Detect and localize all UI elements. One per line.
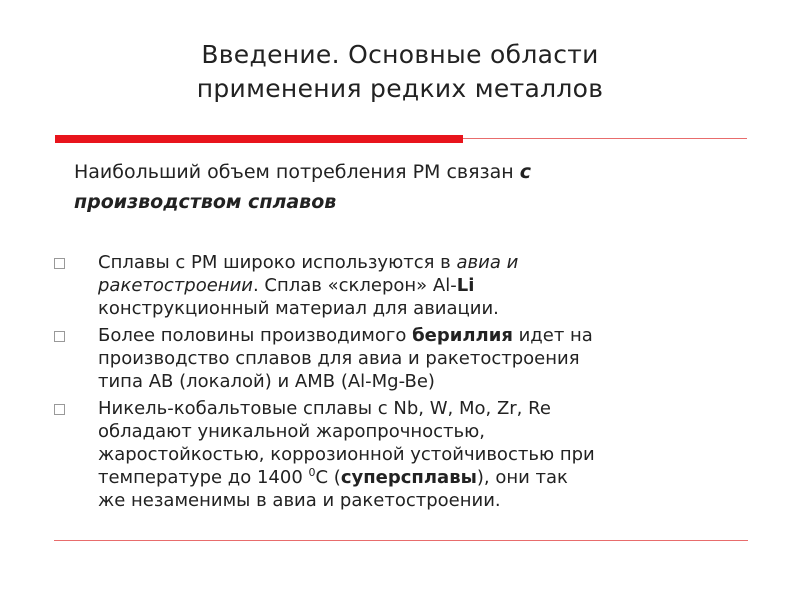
lead-statement (74, 157, 754, 217)
footer-divider (54, 540, 748, 541)
bullet-3-line-1: Никель-кобальтовые сплавы с Nb, W, Mo, Zr, Re (98, 398, 551, 419)
title-divider-thin (463, 138, 747, 139)
bullet-1-line-1 (98, 251, 768, 274)
lead-line-1-text: Наибольший объем потребления РМ связан (74, 161, 520, 183)
bullet-3-text-b: С ( (315, 467, 341, 488)
bullet-3-line-5: же незаменимы в авиа и ракетостроении. (98, 490, 501, 511)
bullet-2-text-b: идет на (512, 325, 593, 346)
lead-line-2-emphasis: производством сплавов (74, 191, 337, 213)
bullet-2-line-3: типа АВ (локалой) и АМВ (Al-Mg-Be) (98, 371, 435, 392)
bullet-item-alloys (48, 251, 768, 320)
square-bullet-icon (54, 258, 65, 269)
bullet-2-bold-beryllium: бериллия (412, 325, 513, 346)
slide-title (80, 38, 720, 106)
bullet-list (48, 251, 768, 516)
bullet-item-beryllium (48, 324, 768, 393)
bullet-1-italic-b: ракетостроении (98, 275, 253, 296)
bullet-3-text-a: температуре до 1400 (98, 467, 309, 488)
bullet-3-line-4 (98, 466, 768, 489)
bullet-3-degree-sup: 0 (308, 466, 316, 479)
square-bullet-icon (54, 331, 65, 342)
bullet-1-text-b: . Сплав «склерон» Al- (252, 275, 457, 296)
bullet-2-text-a: Более половины производимого (98, 325, 413, 346)
bullet-2-line-1 (98, 324, 768, 347)
lead-line-1-emphasis: с (519, 161, 532, 183)
bullet-item-superalloys (48, 397, 768, 512)
square-bullet-icon (54, 404, 65, 415)
bullet-3-line-2: обладают уникальной жаропрочностью, (98, 421, 485, 442)
bullet-1-line-2 (98, 274, 768, 297)
lead-line-1 (74, 157, 754, 187)
bullet-1-line-3: конструкционный материал для авиации. (98, 298, 499, 319)
title-divider-thick (55, 135, 463, 143)
bullet-3-bold-superalloys: суперсплавы (340, 467, 477, 488)
bullet-1-bold-li: Li (456, 275, 475, 296)
bullet-1-italic-a: авиа и (456, 252, 519, 273)
lead-line-2 (74, 187, 754, 217)
bullet-1-text-a: Сплавы с РМ широко используются в (98, 252, 457, 273)
slide-title-line-2: применения редких металлов (196, 74, 604, 103)
slide-title-line-1: Введение. Основные области (201, 40, 599, 69)
bullet-3-text-c: ), они так (476, 467, 568, 488)
title-divider (55, 135, 747, 143)
bullet-2-line-2: производство сплавов для авиа и ракетостроения (98, 348, 580, 369)
bullet-3-line-3: жаростойкостью, коррозионной устойчивостью при (98, 444, 595, 465)
